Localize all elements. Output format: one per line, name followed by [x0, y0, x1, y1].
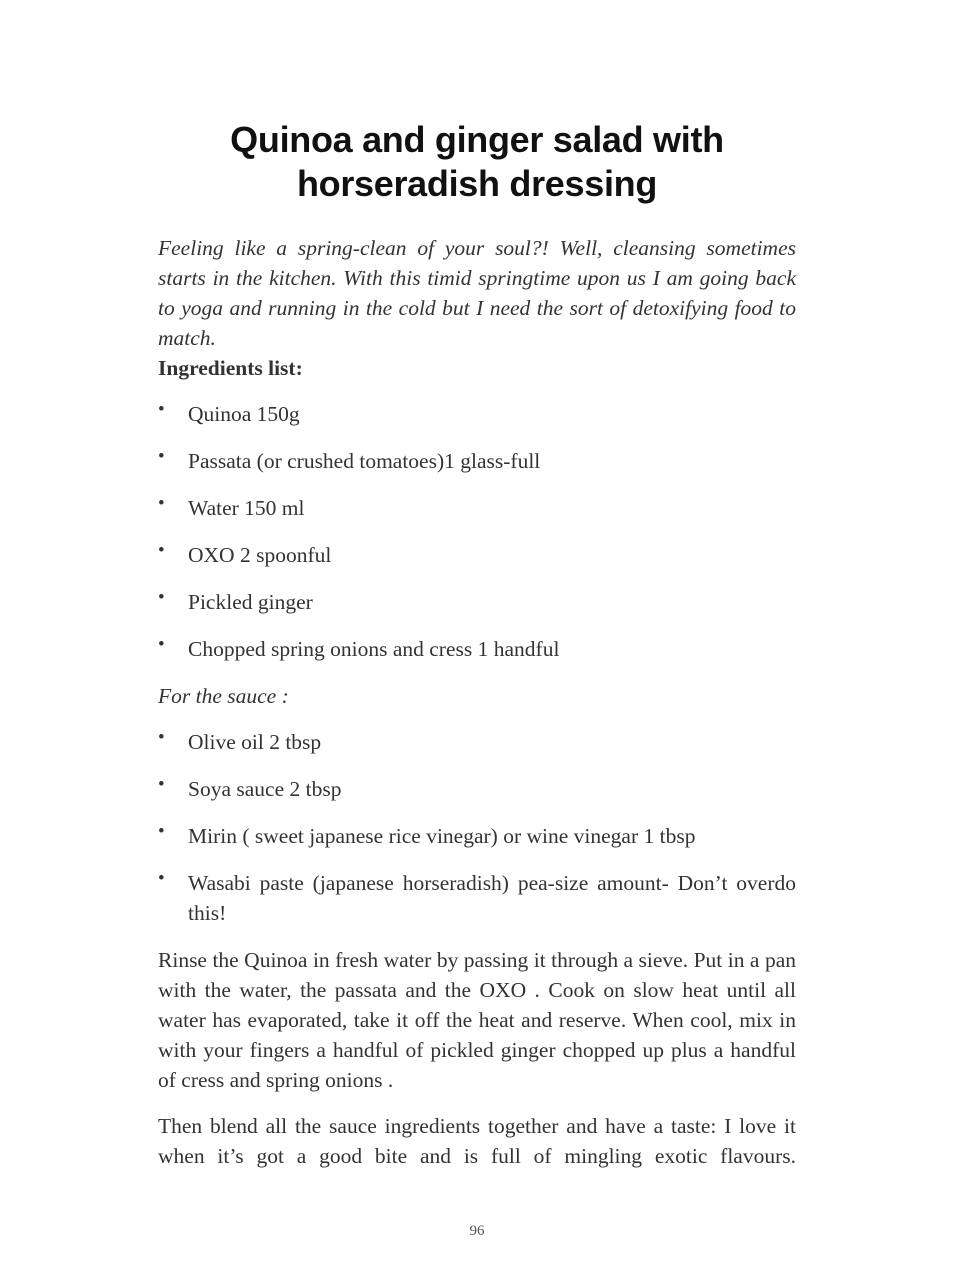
list-item [158, 493, 796, 523]
bullet-icon: • [158, 634, 165, 655]
list-item [158, 774, 796, 804]
list-item [158, 821, 796, 851]
intro-paragraph: Feeling like a spring-clean of your soul?! Well, cleansing sometimes starts in the kitchen. With this timid springtime upon us I am going back to yoga and running in the cold but I need the sort of detoxifying food to match. [158, 236, 796, 350]
list-item [158, 634, 796, 664]
list-item [158, 399, 796, 429]
bullet-icon: • [158, 540, 165, 561]
title-line-1: Quinoa and ginger salad with [230, 119, 724, 160]
list-item [158, 446, 796, 476]
bullet-icon: • [158, 493, 165, 514]
ingredient-text: OXO 2 spoonful [188, 543, 332, 567]
title-line-2: horseradish dressing [296, 163, 658, 204]
bullet-icon: • [158, 868, 165, 889]
method-paragraph-2: Then blend all the sauce ingredients together and have a taste: I love it when it’s got a good bite and is full of mingling exotic flavours. [158, 1114, 796, 1168]
ingredient-text: Passata (or crushed tomatoes)1 glass-full [188, 449, 541, 473]
list-item [158, 587, 796, 617]
ingredients-heading: Ingredients list: [158, 356, 303, 380]
sauce-ingredient-text: Wasabi paste (japanese horseradish) pea-size amount- Don’t overdo this! [188, 871, 796, 925]
sauce-ingredient-text: Soya sauce 2 tbsp [188, 777, 342, 801]
bullet-icon: • [158, 774, 165, 795]
list-item [158, 868, 796, 928]
bullet-icon: • [158, 399, 165, 420]
recipe-title [158, 118, 796, 206]
ingredient-text: Chopped spring onions and cress 1 handful [188, 637, 560, 661]
bullet-icon: • [158, 446, 165, 467]
method-paragraph-1: Rinse the Quinoa in fresh water by passing it through a sieve. Put in a pan with the water, the passata and the OXO . Cook on slow heat until all water has evaporated, take it off the heat and reserve. When cool, mix in with your fingers a handful of pickled ginger chopped up plus a handful of cress and spring onions . [158, 948, 796, 1092]
list-item [158, 540, 796, 570]
bullet-icon: • [158, 821, 165, 842]
sauce-ingredient-text: Mirin ( sweet japanese rice vinegar) or wine vinegar 1 tbsp [188, 824, 696, 848]
ingredient-text: Water 150 ml [188, 496, 305, 520]
bullet-icon: • [158, 587, 165, 608]
recipe-page [158, 118, 796, 1187]
sauce-ingredients-list [158, 727, 796, 928]
ingredients-list [158, 399, 796, 664]
bullet-icon: • [158, 727, 165, 748]
sauce-heading: For the sauce : [158, 684, 289, 708]
ingredient-text: Quinoa 150g [188, 402, 300, 426]
page-number: 96 [469, 1223, 485, 1239]
ingredient-text: Pickled ginger [188, 590, 313, 614]
list-item [158, 727, 796, 757]
sauce-ingredient-text: Olive oil 2 tbsp [188, 730, 322, 754]
